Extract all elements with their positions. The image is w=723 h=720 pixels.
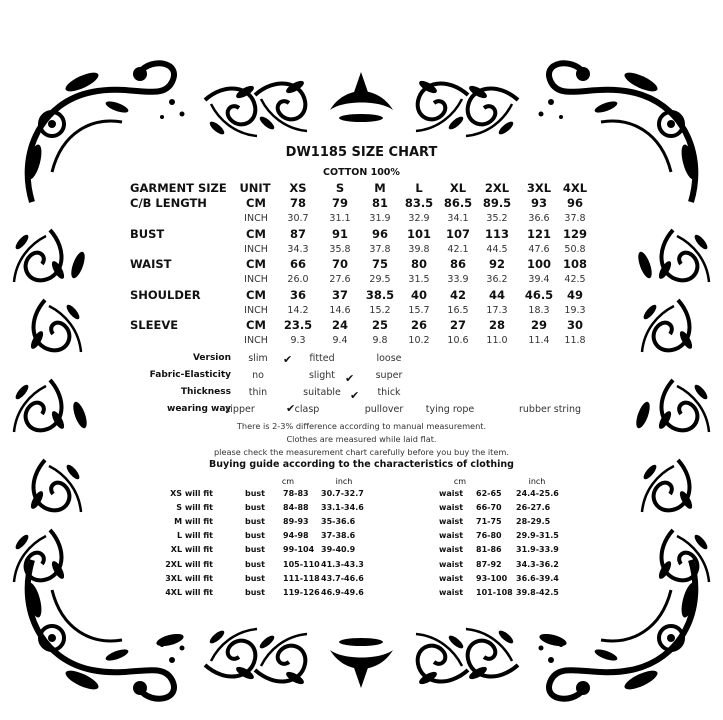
header-size: L bbox=[415, 181, 423, 195]
checkmark-icon: ✔ bbox=[283, 353, 293, 366]
feature-option: fitted bbox=[309, 353, 335, 364]
cell-inch: 36.2 bbox=[486, 274, 508, 285]
cell-inch: 35.2 bbox=[486, 213, 508, 224]
feature-label: Thickness bbox=[180, 387, 231, 397]
cell-inch: 9.3 bbox=[290, 335, 306, 346]
cell-inch: 27.6 bbox=[329, 274, 351, 285]
cell-cm: 129 bbox=[562, 226, 587, 241]
guide-bust-label: bust bbox=[245, 587, 266, 597]
unit-cm: CM bbox=[246, 226, 266, 241]
cell-inch: 31.1 bbox=[329, 213, 351, 224]
feature-option: slight bbox=[308, 370, 335, 381]
header-size: XS bbox=[289, 181, 307, 195]
cell-cm: 66 bbox=[289, 257, 306, 271]
guide-bust-cm: 105-110 bbox=[283, 559, 320, 569]
feature-option: thin bbox=[248, 387, 268, 398]
cell-cm: 86.5 bbox=[443, 196, 473, 210]
cell-inch: 30.7 bbox=[287, 213, 309, 224]
row-label: C/B LENGTH bbox=[130, 196, 207, 210]
unit-cm: CM bbox=[246, 318, 266, 332]
cell-cm: 96 bbox=[566, 196, 583, 210]
cell-cm: 38.5 bbox=[365, 287, 395, 302]
feature-option: loose bbox=[376, 353, 402, 364]
cell-cm: 42 bbox=[449, 287, 466, 302]
cell-cm: 86 bbox=[449, 257, 466, 271]
guide-bust-label: bust bbox=[245, 517, 266, 527]
feature-option: thick bbox=[377, 387, 401, 398]
cell-inch: 39.8 bbox=[408, 243, 430, 255]
guide-waist-label: waist bbox=[439, 503, 464, 513]
cell-inch: 31.9 bbox=[369, 213, 391, 224]
cell-inch: 26.0 bbox=[287, 274, 309, 285]
cell-cm: 25 bbox=[371, 318, 388, 332]
cell-cm: 80 bbox=[410, 257, 427, 271]
guide-waist-inch: 28-29.5 bbox=[516, 517, 551, 527]
guide-waist-label: waist bbox=[439, 489, 464, 498]
cell-cm: 92 bbox=[488, 257, 505, 271]
guide-waist-inch: 34.3-36.2 bbox=[516, 559, 559, 569]
guide-bust-inch: 37-38.6 bbox=[321, 531, 356, 541]
guide-bust-label: bust bbox=[245, 531, 266, 541]
guide-size: S will fit bbox=[176, 503, 213, 513]
cell-cm: 29 bbox=[530, 318, 547, 332]
guide-waist-cm: 71-75 bbox=[476, 517, 502, 527]
guide-bust-label: bust bbox=[245, 489, 266, 498]
guide-waist-cm: 101-108 bbox=[476, 587, 513, 597]
cell-inch: 16.5 bbox=[447, 304, 469, 316]
guide-size: 4XL will fit bbox=[165, 587, 213, 597]
header-size: S bbox=[335, 181, 345, 195]
cell-inch: 9.4 bbox=[332, 335, 348, 346]
cell-inch: 32.9 bbox=[408, 213, 430, 224]
cell-inch: 33.9 bbox=[447, 274, 469, 285]
cell-inch: 11.4 bbox=[528, 335, 550, 346]
unit-inch: INCH bbox=[244, 243, 268, 255]
cell-cm: 107 bbox=[445, 226, 470, 241]
cell-inch: 29.5 bbox=[369, 274, 391, 285]
guide-waist-label: waist bbox=[439, 559, 464, 569]
unit-inch: INCH bbox=[244, 304, 268, 316]
header-size: 3XL bbox=[526, 181, 552, 195]
cell-cm: 93 bbox=[530, 196, 547, 210]
cell-cm: 121 bbox=[526, 226, 551, 241]
cell-inch: 34.3 bbox=[287, 243, 309, 255]
note-check-chart: please check the measurement chart carefully before you buy the item. bbox=[213, 447, 510, 457]
cell-cm: 113 bbox=[484, 226, 509, 241]
guide-size: XS will fit bbox=[170, 489, 213, 498]
unit-inch: INCH bbox=[244, 274, 268, 285]
guide-col-cm: cm bbox=[453, 477, 467, 486]
feature-option: suitable bbox=[303, 387, 341, 398]
cell-cm: 40 bbox=[410, 287, 427, 302]
guide-bust-inch: 35-36.6 bbox=[321, 517, 356, 527]
feature-option: super bbox=[375, 370, 403, 381]
guide-waist-label: waist bbox=[439, 587, 464, 597]
row-label: SLEEVE bbox=[130, 318, 179, 332]
material-label: COTTON 100% bbox=[323, 167, 400, 178]
header-size: 4XL bbox=[562, 181, 588, 195]
unit-inch: INCH bbox=[244, 335, 268, 346]
note-difference: There is 2-3% difference according to manual measurement. bbox=[236, 421, 487, 431]
guide-waist-cm: 62-65 bbox=[476, 489, 502, 498]
cell-inch: 18.3 bbox=[528, 304, 550, 316]
guide-bust-cm: 84-88 bbox=[283, 503, 309, 513]
guide-waist-label: waist bbox=[439, 573, 464, 583]
cell-inch: 14.2 bbox=[287, 304, 309, 316]
note-laid-flat: Clothes are measured while laid flat. bbox=[286, 434, 437, 444]
cell-inch: 19.3 bbox=[564, 304, 586, 316]
cell-cm: 91 bbox=[331, 226, 348, 241]
guide-bust-inch: 33.1-34.6 bbox=[321, 503, 364, 513]
unit-inch: INCH bbox=[244, 213, 268, 224]
guide-waist-label: waist bbox=[439, 545, 464, 555]
cell-cm: 100 bbox=[526, 257, 551, 271]
guide-bust-label: bust bbox=[245, 545, 266, 555]
unit-cm: CM bbox=[246, 257, 266, 271]
chart-title: DW1185 SIZE CHART bbox=[285, 145, 438, 160]
cell-cm: 83.5 bbox=[404, 196, 434, 210]
cell-inch: 44.5 bbox=[486, 243, 508, 255]
guide-bust-inch: 46.9-49.6 bbox=[321, 587, 364, 597]
cell-inch: 15.7 bbox=[408, 304, 430, 316]
feature-option: pullover bbox=[364, 404, 404, 415]
cell-cm: 27 bbox=[449, 318, 466, 332]
cell-inch: 10.2 bbox=[408, 335, 430, 346]
feature-option: clasp bbox=[294, 404, 320, 415]
feature-option: rubber string bbox=[518, 404, 582, 415]
cell-inch: 10.6 bbox=[447, 335, 469, 346]
guide-waist-cm: 87-92 bbox=[476, 559, 502, 569]
feature-label: Fabric-Elasticity bbox=[149, 370, 231, 380]
cell-cm: 79 bbox=[331, 196, 348, 210]
cell-cm: 24 bbox=[331, 318, 348, 332]
cell-inch: 14.6 bbox=[329, 304, 351, 316]
guide-size: XL will fit bbox=[170, 545, 213, 555]
guide-bust-cm: 99-104 bbox=[283, 545, 315, 555]
cell-inch: 37.8 bbox=[369, 243, 391, 255]
guide-waist-cm: 81-86 bbox=[476, 545, 502, 555]
cell-cm: 81 bbox=[371, 196, 388, 210]
guide-waist-inch: 24.4-25.6 bbox=[516, 489, 559, 498]
guide-col-inch: inch bbox=[528, 477, 546, 486]
cell-cm: 37 bbox=[331, 287, 348, 302]
cell-inch: 17.3 bbox=[486, 304, 508, 316]
guide-waist-inch: 39.8-42.5 bbox=[516, 587, 559, 597]
cell-cm: 49 bbox=[566, 287, 583, 302]
cell-cm: 28 bbox=[488, 318, 505, 332]
checkmark-icon: ✔ bbox=[350, 389, 360, 402]
guide-size: 3XL will fit bbox=[165, 573, 213, 583]
feature-label: Version bbox=[192, 353, 231, 363]
guide-bust-inch: 41.3-43.3 bbox=[321, 559, 364, 569]
cell-inch: 11.0 bbox=[486, 335, 508, 346]
guide-bust-cm: 89-93 bbox=[283, 517, 309, 527]
header-size: 2XL bbox=[484, 181, 510, 195]
cell-cm: 101 bbox=[406, 226, 431, 241]
guide-bust-label: bust bbox=[245, 559, 266, 569]
feature-option: slim bbox=[248, 353, 268, 364]
guide-bust-cm: 119-126 bbox=[283, 587, 320, 597]
guide-waist-inch: 36.6-39.4 bbox=[516, 573, 559, 583]
feature-label: wearing way bbox=[167, 404, 231, 414]
header-unit: UNIT bbox=[239, 181, 271, 195]
header-garment-size: GARMENT SIZE bbox=[130, 181, 227, 195]
cell-inch: 39.4 bbox=[528, 274, 550, 285]
guide-col-cm: cm bbox=[281, 477, 295, 486]
guide-bust-cm: 78-83 bbox=[283, 489, 309, 498]
guide-waist-inch: 26-27.6 bbox=[516, 503, 551, 513]
guide-bust-cm: 94-98 bbox=[283, 531, 309, 541]
guide-waist-label: waist bbox=[439, 517, 464, 527]
guide-bust-inch: 30.7-32.7 bbox=[321, 489, 364, 498]
cell-cm: 70 bbox=[331, 257, 348, 271]
cell-inch: 50.8 bbox=[564, 243, 586, 255]
unit-cm: CM bbox=[246, 287, 266, 302]
cell-inch: 35.8 bbox=[329, 243, 351, 255]
cell-cm: 75 bbox=[371, 257, 388, 271]
cell-inch: 15.2 bbox=[369, 304, 391, 316]
cell-inch: 42.1 bbox=[447, 243, 469, 255]
cell-inch: 36.6 bbox=[528, 213, 550, 224]
cell-inch: 47.6 bbox=[528, 243, 550, 255]
feature-option: zipper bbox=[225, 404, 255, 415]
cell-cm: 108 bbox=[562, 257, 587, 271]
guide-bust-label: bust bbox=[245, 503, 266, 513]
row-label: BUST bbox=[130, 226, 165, 241]
guide-bust-label: bust bbox=[245, 573, 266, 583]
cell-cm: 89.5 bbox=[482, 196, 512, 210]
row-label: SHOULDER bbox=[130, 287, 201, 302]
cell-inch: 37.8 bbox=[564, 213, 586, 224]
cell-cm: 30 bbox=[566, 318, 583, 332]
checkmark-icon: ✔ bbox=[286, 402, 296, 415]
guide-waist-cm: 76-80 bbox=[476, 531, 502, 541]
feature-option: tying rope bbox=[425, 404, 475, 415]
guide-size: 2XL will fit bbox=[165, 559, 213, 569]
cell-inch: 31.5 bbox=[408, 274, 430, 285]
cell-inch: 42.5 bbox=[564, 274, 586, 285]
header-size: M bbox=[374, 181, 386, 195]
guide-waist-cm: 93-100 bbox=[476, 573, 508, 583]
guide-waist-label: waist bbox=[439, 531, 464, 541]
cell-cm: 44 bbox=[488, 287, 505, 302]
row-label: WAIST bbox=[130, 257, 172, 271]
header-size: XL bbox=[449, 181, 467, 195]
guide-bust-cm: 111-118 bbox=[283, 573, 320, 583]
unit-cm: CM bbox=[246, 196, 266, 210]
guide-waist-inch: 31.9-33.9 bbox=[516, 545, 559, 555]
checkmark-icon: ✔ bbox=[345, 372, 355, 385]
guide-bust-inch: 43.7-46.6 bbox=[321, 573, 364, 583]
cell-cm: 87 bbox=[289, 226, 306, 241]
buying-guide-title: Buying guide according to the characteristics of clothing bbox=[209, 459, 514, 470]
cell-inch: 34.1 bbox=[447, 213, 469, 224]
guide-bust-inch: 39-40.9 bbox=[321, 545, 356, 555]
guide-col-inch: inch bbox=[335, 477, 353, 486]
cell-inch: 11.8 bbox=[564, 335, 586, 346]
feature-option: no bbox=[252, 370, 264, 381]
guide-size: M will fit bbox=[174, 517, 213, 527]
cell-cm: 26 bbox=[410, 318, 427, 332]
cell-inch: 9.8 bbox=[372, 335, 388, 346]
cell-cm: 23.5 bbox=[283, 318, 313, 332]
guide-waist-inch: 29.9-31.5 bbox=[516, 531, 559, 541]
cell-cm: 78 bbox=[289, 196, 306, 210]
cell-cm: 36 bbox=[289, 287, 306, 302]
guide-size: L will fit bbox=[176, 531, 213, 541]
cell-cm: 96 bbox=[371, 226, 388, 241]
cell-cm: 46.5 bbox=[524, 287, 554, 302]
guide-waist-cm: 66-70 bbox=[476, 503, 502, 513]
